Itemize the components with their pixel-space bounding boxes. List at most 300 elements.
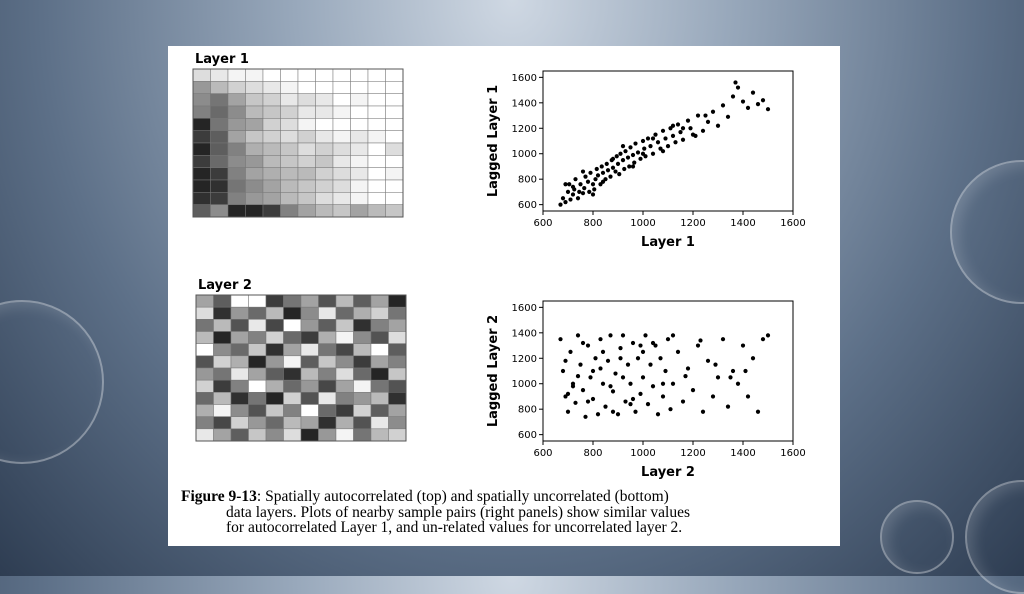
heatmap-cell bbox=[368, 143, 386, 155]
background-planet bbox=[0, 300, 104, 464]
plot-frame bbox=[543, 71, 793, 211]
scatter-point bbox=[596, 412, 600, 416]
x-tick-label: 800 bbox=[583, 448, 603, 459]
heatmap-cell bbox=[193, 81, 211, 93]
scatter-point bbox=[741, 99, 745, 103]
scatter-point bbox=[606, 359, 610, 363]
scatter-point bbox=[671, 382, 675, 386]
scatter-point bbox=[591, 192, 595, 196]
heatmap-cell bbox=[193, 192, 211, 204]
heatmap-cell bbox=[211, 131, 229, 143]
scatter-point bbox=[696, 343, 700, 347]
heatmap-cell bbox=[371, 429, 389, 441]
heatmap-cell bbox=[354, 417, 372, 429]
scatter-point bbox=[628, 145, 632, 149]
scatter-point bbox=[661, 129, 665, 133]
heatmap-cell bbox=[336, 429, 354, 441]
heatmap-cell bbox=[333, 131, 351, 143]
heatmap-cell bbox=[386, 192, 404, 204]
scatter-point bbox=[713, 363, 717, 367]
heatmap-cell bbox=[214, 368, 232, 380]
heatmap-cell bbox=[319, 405, 337, 417]
heatmap-cell bbox=[266, 344, 284, 356]
heatmap-cell bbox=[351, 168, 369, 180]
heatmap-cell bbox=[263, 155, 281, 167]
scatter-point bbox=[601, 171, 605, 175]
heatmap-cell bbox=[298, 168, 316, 180]
heatmap-cell bbox=[196, 319, 214, 331]
heatmap-cell bbox=[263, 205, 281, 217]
scatter-point bbox=[595, 167, 599, 171]
x-tick-label: 1000 bbox=[630, 448, 656, 459]
heatmap-cell bbox=[351, 205, 369, 217]
scatter-point bbox=[578, 363, 582, 367]
heatmap-cell bbox=[368, 192, 386, 204]
x-tick-label: 600 bbox=[533, 218, 553, 229]
heatmap-cell bbox=[228, 69, 246, 81]
heatmap-cell bbox=[301, 295, 319, 307]
heatmap-cell bbox=[333, 81, 351, 93]
heatmap-cell bbox=[386, 131, 404, 143]
scatter-point bbox=[648, 363, 652, 367]
scatter-point bbox=[623, 399, 627, 403]
background-planet bbox=[965, 480, 1024, 594]
heatmap-cell bbox=[266, 392, 284, 404]
heatmap-cell bbox=[316, 94, 334, 106]
heatmap-cell bbox=[284, 392, 302, 404]
heatmap-cell bbox=[281, 94, 299, 106]
scatter-point bbox=[721, 103, 725, 107]
scatter-point bbox=[671, 134, 675, 138]
heatmap-cell bbox=[249, 307, 267, 319]
heatmap-cell bbox=[214, 380, 232, 392]
scatter-point bbox=[621, 375, 625, 379]
heatmap-cell bbox=[263, 192, 281, 204]
scatter-point bbox=[641, 350, 645, 354]
heatmap-cell bbox=[249, 392, 267, 404]
layer1-heatmap bbox=[193, 69, 405, 219]
heatmap-cell bbox=[231, 380, 249, 392]
heatmap-cell bbox=[316, 81, 334, 93]
heatmap-cell bbox=[368, 205, 386, 217]
y-tick-label: 600 bbox=[517, 200, 537, 212]
heatmap-cell bbox=[354, 332, 372, 344]
scatter-point bbox=[656, 140, 660, 144]
scatter-point bbox=[563, 182, 567, 186]
heatmap-cell bbox=[246, 94, 264, 106]
heatmap-cell bbox=[354, 295, 372, 307]
scatter-point bbox=[696, 113, 700, 117]
heatmap-cell bbox=[211, 168, 229, 180]
x-tick-label: 800 bbox=[583, 218, 603, 229]
x-tick-label: 1200 bbox=[680, 448, 706, 459]
scatter-point bbox=[761, 98, 765, 102]
heatmap-cell bbox=[301, 356, 319, 368]
scatter-point bbox=[627, 164, 631, 168]
scatter-point bbox=[576, 196, 580, 200]
scatter-point bbox=[651, 136, 655, 140]
y-tick-label: 800 bbox=[517, 174, 537, 186]
scatter-point bbox=[601, 350, 605, 354]
scatter-point bbox=[586, 180, 590, 184]
heatmap-cell bbox=[298, 192, 316, 204]
heatmap-cell bbox=[281, 205, 299, 217]
scatter-point bbox=[628, 402, 632, 406]
scatter-point bbox=[681, 126, 685, 130]
x-tick-label: 1600 bbox=[780, 218, 806, 229]
heatmap-cell bbox=[231, 417, 249, 429]
scatter-point bbox=[661, 382, 665, 386]
figure-slide bbox=[168, 46, 840, 546]
figure-caption bbox=[181, 489, 831, 536]
heatmap-cell bbox=[284, 429, 302, 441]
heatmap-cell bbox=[231, 332, 249, 344]
heatmap-cell bbox=[214, 405, 232, 417]
heatmap-cell bbox=[351, 118, 369, 130]
heatmap-cell bbox=[354, 319, 372, 331]
scatter-point bbox=[641, 139, 645, 143]
layer2-grid-title: Layer 2 bbox=[198, 278, 252, 293]
heatmap-cell bbox=[196, 429, 214, 441]
heatmap-cell bbox=[319, 380, 337, 392]
scatter-point bbox=[656, 412, 660, 416]
scatter-point bbox=[673, 140, 677, 144]
heatmap-cell bbox=[368, 94, 386, 106]
heatmap-cell bbox=[319, 295, 337, 307]
heatmap-cell bbox=[371, 405, 389, 417]
heatmap-cell bbox=[333, 168, 351, 180]
scatter-point bbox=[558, 203, 562, 207]
heatmap-cell bbox=[371, 307, 389, 319]
layer1-grid-title: Layer 1 bbox=[195, 52, 249, 67]
scatter-point bbox=[663, 369, 667, 373]
scatter-point bbox=[628, 382, 632, 386]
heatmap-cell bbox=[193, 180, 211, 192]
scatter-point bbox=[686, 366, 690, 370]
heatmap-cell bbox=[298, 143, 316, 155]
heatmap-cell bbox=[266, 332, 284, 344]
heatmap-cell bbox=[193, 69, 211, 81]
scatter-point bbox=[716, 124, 720, 128]
heatmap-cell bbox=[214, 429, 232, 441]
scatter-point bbox=[618, 346, 622, 350]
heatmap-cell bbox=[228, 192, 246, 204]
heatmap-cell bbox=[196, 295, 214, 307]
heatmap-cell bbox=[196, 344, 214, 356]
heatmap-cell bbox=[336, 380, 354, 392]
scatter-point bbox=[688, 126, 692, 130]
scatter-point bbox=[746, 106, 750, 110]
scatter-point bbox=[626, 155, 630, 159]
y-tick-label: 800 bbox=[517, 404, 537, 416]
heatmap-cell bbox=[266, 405, 284, 417]
scatter-point bbox=[573, 401, 577, 405]
scatter-point bbox=[678, 130, 682, 134]
heatmap-cell bbox=[266, 307, 284, 319]
scatter-point bbox=[751, 91, 755, 95]
scatter-point bbox=[733, 80, 737, 84]
scatter-point bbox=[726, 115, 730, 119]
heatmap-cell bbox=[333, 155, 351, 167]
y-tick-label: 1600 bbox=[511, 72, 537, 84]
scatter-point bbox=[632, 161, 636, 165]
heatmap-cell bbox=[368, 180, 386, 192]
heatmap-cell bbox=[193, 205, 211, 217]
scatter-point bbox=[613, 169, 617, 173]
scatter-point bbox=[761, 337, 765, 341]
heatmap-cell bbox=[231, 429, 249, 441]
y-axis-label: Lagged Layer 2 bbox=[486, 314, 501, 428]
heatmap-cell bbox=[231, 392, 249, 404]
heatmap-cell bbox=[298, 118, 316, 130]
heatmap-cell bbox=[193, 143, 211, 155]
heatmap-cell bbox=[228, 118, 246, 130]
heatmap-cell bbox=[263, 168, 281, 180]
y-tick-label: 1200 bbox=[511, 353, 537, 365]
y-tick-label: 1400 bbox=[511, 98, 537, 110]
x-tick-label: 1400 bbox=[730, 218, 756, 229]
heatmap-cell bbox=[211, 118, 229, 130]
x-tick-label: 1000 bbox=[630, 218, 656, 229]
scatter-point bbox=[601, 180, 605, 184]
heatmap-cell bbox=[284, 295, 302, 307]
background-planet bbox=[880, 500, 954, 574]
heatmap-cell bbox=[211, 205, 229, 217]
heatmap-cell bbox=[336, 356, 354, 368]
heatmap-cell bbox=[319, 307, 337, 319]
scatter-point bbox=[615, 154, 619, 158]
scatter-point bbox=[606, 168, 610, 172]
heatmap-cell bbox=[281, 192, 299, 204]
heatmap-cell bbox=[389, 344, 407, 356]
scatter-point bbox=[728, 375, 732, 379]
scatter-point bbox=[626, 363, 630, 367]
heatmap-cell bbox=[386, 118, 404, 130]
heatmap-cell bbox=[228, 205, 246, 217]
scatter-point bbox=[671, 333, 675, 337]
heatmap-cell bbox=[354, 307, 372, 319]
heatmap-cell bbox=[389, 332, 407, 344]
heatmap-cell bbox=[281, 118, 299, 130]
heatmap-cell bbox=[211, 143, 229, 155]
heatmap-cell bbox=[263, 143, 281, 155]
heatmap-cell bbox=[263, 106, 281, 118]
heatmap-cell bbox=[211, 180, 229, 192]
heatmap-cell bbox=[211, 81, 229, 93]
heatmap-cell bbox=[386, 69, 404, 81]
scatter-point bbox=[576, 333, 580, 337]
heatmap-cell bbox=[214, 417, 232, 429]
scatter-point bbox=[561, 196, 565, 200]
scatter-point bbox=[676, 122, 680, 126]
heatmap-cell bbox=[351, 143, 369, 155]
heatmap-cell bbox=[211, 192, 229, 204]
heatmap-cell bbox=[249, 356, 267, 368]
heatmap-cell bbox=[336, 417, 354, 429]
scatter-point bbox=[651, 384, 655, 388]
heatmap-cell bbox=[246, 155, 264, 167]
heatmap-cell bbox=[336, 368, 354, 380]
scatter-point bbox=[661, 394, 665, 398]
heatmap-cell bbox=[266, 319, 284, 331]
scatter-point bbox=[608, 333, 612, 337]
scatter-point bbox=[563, 200, 567, 204]
heatmap-cell bbox=[371, 417, 389, 429]
scatter-point bbox=[571, 185, 575, 189]
scatter-point bbox=[588, 375, 592, 379]
heatmap-cell bbox=[266, 417, 284, 429]
heatmap-cell bbox=[368, 81, 386, 93]
scatter-point bbox=[623, 149, 627, 153]
heatmap-cell bbox=[281, 168, 299, 180]
scatter-point bbox=[701, 410, 705, 414]
scatter-point bbox=[611, 166, 615, 170]
scatter-point bbox=[601, 382, 605, 386]
heatmap-cell bbox=[301, 319, 319, 331]
heatmap-cell bbox=[214, 356, 232, 368]
scatter-point bbox=[568, 350, 572, 354]
caption-text-1: : Spatially autocorrelated (top) and spatially uncorrelated (bottom) bbox=[256, 488, 669, 505]
heatmap-cell bbox=[281, 81, 299, 93]
heatmap-cell bbox=[316, 106, 334, 118]
background-planet bbox=[950, 160, 1024, 304]
scatter-point bbox=[751, 356, 755, 360]
heatmap-cell bbox=[333, 192, 351, 204]
scatter-point bbox=[608, 384, 612, 388]
scatter-point bbox=[741, 343, 745, 347]
scatter-point bbox=[666, 337, 670, 341]
heatmap-cell bbox=[351, 106, 369, 118]
scatter-point bbox=[581, 169, 585, 173]
heatmap-cell bbox=[246, 205, 264, 217]
heatmap-cell bbox=[301, 332, 319, 344]
scatter-point bbox=[581, 388, 585, 392]
heatmap-cell bbox=[316, 180, 334, 192]
scatter-point bbox=[646, 136, 650, 140]
heatmap-cell bbox=[301, 307, 319, 319]
scatter-point bbox=[603, 405, 607, 409]
heatmap-cell bbox=[298, 131, 316, 143]
heatmap-cell bbox=[368, 106, 386, 118]
heatmap-cell bbox=[246, 143, 264, 155]
heatmap-cell bbox=[266, 295, 284, 307]
heatmap-cell bbox=[281, 180, 299, 192]
heatmap-cell bbox=[263, 131, 281, 143]
scatter-point bbox=[571, 384, 575, 388]
heatmap-cell bbox=[196, 417, 214, 429]
heatmap-cell bbox=[368, 118, 386, 130]
heatmap-cell bbox=[196, 356, 214, 368]
scatter-point bbox=[731, 94, 735, 98]
heatmap-cell bbox=[386, 106, 404, 118]
heatmap-cell bbox=[371, 356, 389, 368]
heatmap-cell bbox=[228, 131, 246, 143]
heatmap-cell bbox=[284, 307, 302, 319]
heatmap-cell bbox=[246, 81, 264, 93]
scatter-point bbox=[616, 412, 620, 416]
heatmap-cell bbox=[386, 94, 404, 106]
heatmap-cell bbox=[231, 405, 249, 417]
scatter-point bbox=[591, 182, 595, 186]
heatmap-cell bbox=[214, 295, 232, 307]
scatter-point bbox=[611, 157, 615, 161]
scatter-point bbox=[638, 343, 642, 347]
heatmap-cell bbox=[284, 344, 302, 356]
heatmap-cell bbox=[211, 155, 229, 167]
heatmap-cell bbox=[214, 319, 232, 331]
scatter-point bbox=[563, 359, 567, 363]
heatmap-cell bbox=[371, 332, 389, 344]
scatter-point bbox=[703, 113, 707, 117]
heatmap-cell bbox=[231, 307, 249, 319]
heatmap-cell bbox=[263, 81, 281, 93]
heatmap-cell bbox=[354, 392, 372, 404]
scatter-point bbox=[583, 415, 587, 419]
heatmap-cell bbox=[354, 344, 372, 356]
y-tick-label: 600 bbox=[517, 430, 537, 442]
heatmap-cell bbox=[389, 405, 407, 417]
scatter-point bbox=[683, 374, 687, 378]
heatmap-cell bbox=[371, 295, 389, 307]
scatter-point bbox=[651, 152, 655, 156]
heatmap-cell bbox=[214, 332, 232, 344]
heatmap-cell bbox=[193, 168, 211, 180]
heatmap-cell bbox=[333, 143, 351, 155]
heatmap-cell bbox=[263, 118, 281, 130]
scatter-point bbox=[618, 356, 622, 360]
heatmap-cell bbox=[316, 205, 334, 217]
heatmap-cell bbox=[231, 295, 249, 307]
heatmap-cell bbox=[389, 319, 407, 331]
scatter-point bbox=[581, 191, 585, 195]
scatter-point bbox=[621, 144, 625, 148]
scatter-point bbox=[567, 182, 571, 186]
heatmap-cell bbox=[371, 368, 389, 380]
heatmap-cell bbox=[281, 131, 299, 143]
heatmap-cell bbox=[298, 69, 316, 81]
heatmap-cell bbox=[319, 392, 337, 404]
heatmap-cell bbox=[298, 205, 316, 217]
heatmap-cell bbox=[246, 106, 264, 118]
heatmap-cell bbox=[386, 81, 404, 93]
heatmap-cell bbox=[298, 81, 316, 93]
scatter-point bbox=[636, 356, 640, 360]
scatter-point bbox=[611, 410, 615, 414]
scatter-point bbox=[571, 192, 575, 196]
heatmap-cell bbox=[371, 319, 389, 331]
heatmap-cell bbox=[386, 168, 404, 180]
heatmap-cell bbox=[301, 417, 319, 429]
heatmap-cell bbox=[319, 417, 337, 429]
heatmap-cell bbox=[354, 368, 372, 380]
heatmap-cell bbox=[319, 368, 337, 380]
heatmap-cell bbox=[246, 192, 264, 204]
heatmap-cell bbox=[371, 344, 389, 356]
scatter-point bbox=[701, 129, 705, 133]
plot-frame bbox=[543, 301, 793, 441]
heatmap-cell bbox=[301, 344, 319, 356]
heatmap-cell bbox=[333, 106, 351, 118]
scatter-point bbox=[633, 410, 637, 414]
scatter-point bbox=[726, 405, 730, 409]
heatmap-cell bbox=[266, 368, 284, 380]
x-tick-label: 1200 bbox=[680, 218, 706, 229]
heatmap-cell bbox=[263, 180, 281, 192]
heatmap-cell bbox=[246, 168, 264, 180]
heatmap-cell bbox=[336, 405, 354, 417]
heatmap-cell bbox=[249, 332, 267, 344]
scatter-point bbox=[648, 144, 652, 148]
